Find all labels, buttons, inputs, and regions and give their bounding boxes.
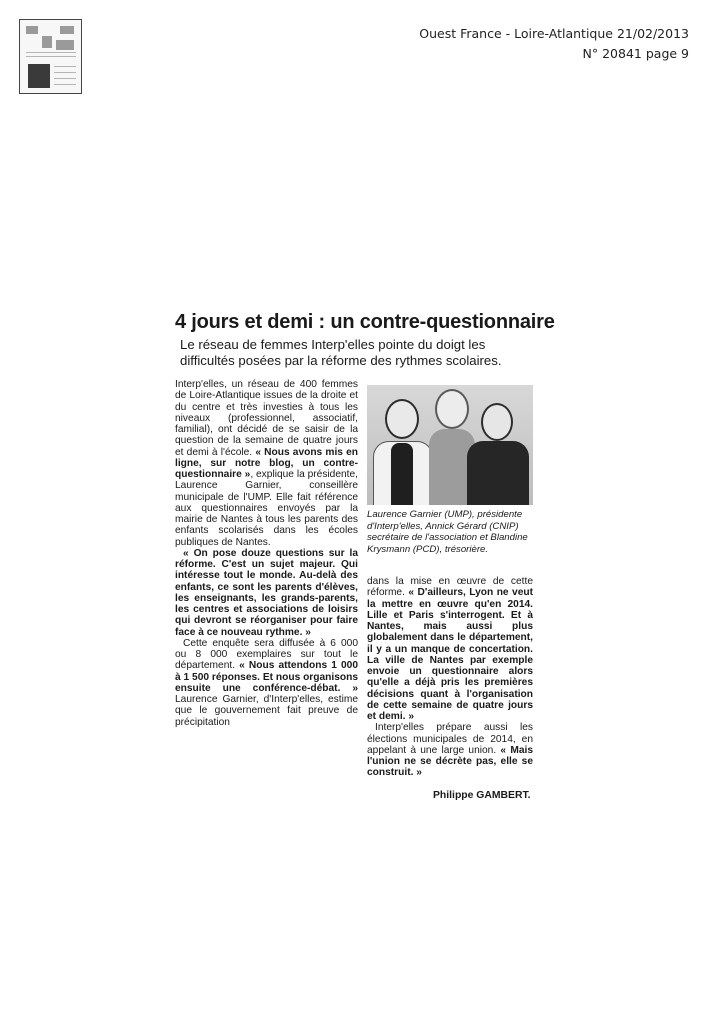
article-body (175, 379, 533, 809)
photo-caption: Laurence Garnier (UMP), présidente d'Interp'elles, Annick Gérard (CNIP) secrétaire de l'association et Blandine Krysmann (PCD), trésorière. (367, 509, 528, 555)
quote-text: « Nous avons mis en ligne, sur notre blog, un contre-questionnaire » (175, 446, 358, 480)
quote-text: « On pose douze questions sur la réforme. C'est un sujet majeur. Qui intéresse tout le monde. Au-delà des enfants, ce sont les parents d'élèves, les enseignants, les grands-parents, les centres et associations de loisirs qui devront se réorganiser pour faire face à ce nouveau rythme. » (175, 547, 358, 638)
paragraph (367, 722, 533, 778)
body-text: Interp'elles prépare aussi les élections municipales de 2014, en appelant à une large union. (367, 722, 533, 756)
paragraph (175, 548, 358, 638)
issue-line: N° 20841 page 9 (582, 46, 689, 61)
article-photo (367, 385, 533, 505)
publication-line: Ouest France - Loire-Atlantique 21/02/2013 (419, 26, 689, 41)
body-text: dans la mise en œuvre de cette réforme. (367, 576, 533, 599)
body-text: Laurence Garnier, d'Interp'elles, estime que le gouvernement fait preuve de précipitation (175, 694, 358, 728)
body-text: Interp'elles, un réseau de 400 femmes de Loire-Atlantique issues de la droite et du centre et très investies à tous les niveaux (professionnel, associatif, familial), ont décidé de se saisir de la question de la semaine de quatre jours et demi à l'école. (175, 379, 358, 458)
paragraph (175, 638, 358, 728)
left-column (175, 379, 358, 728)
paragraph (367, 576, 533, 722)
body-text: , explique la présidente, Laurence Garnier, conseillère municipale de l'UMP. Elle fait référence aux questionnaires envoyés par la mairie de Nantes à tous les parents des enfants scolarisés dans les écoles publiques de Nantes. (175, 469, 359, 548)
author-signature: Philippe GAMBERT. (433, 790, 531, 801)
paragraph (175, 379, 358, 548)
body-text: Cette enquête sera diffusée à 6 000 ou 8 000 exemplaires sur tout le département. (175, 637, 358, 672)
source-reference (419, 24, 689, 64)
article-headline: 4 jours et demi : un contre-questionnaire (175, 311, 555, 333)
quote-text: « Nous attendons 1 000 à 1 500 réponses. Et nous organisons ensuite une conférence-débat. » (175, 660, 358, 694)
right-column (367, 576, 533, 779)
page-thumbnail (19, 19, 82, 94)
article-standfirst: Le réseau de femmes Interp'elles pointe du doigt les difficultés posées par la réforme des rythmes scolaires. (180, 337, 502, 368)
quote-text: « D'ailleurs, Lyon ne veut la mettre en œuvre qu'en 2014. Lille et Paris s'interrogent. Et à Nantes, mais aussi plus globalement dans le département, il y a un manque de concertation. La ville de Nantes par exemple envoie un questionnaire alors qu'elle a déjà pris les premières décisions quant à l'organisation de cette semaine de quatre jours et demi. » (367, 587, 533, 722)
quote-text: « Mais l'union ne se décrète pas, elle se construit. » (367, 744, 533, 779)
article (175, 310, 555, 809)
